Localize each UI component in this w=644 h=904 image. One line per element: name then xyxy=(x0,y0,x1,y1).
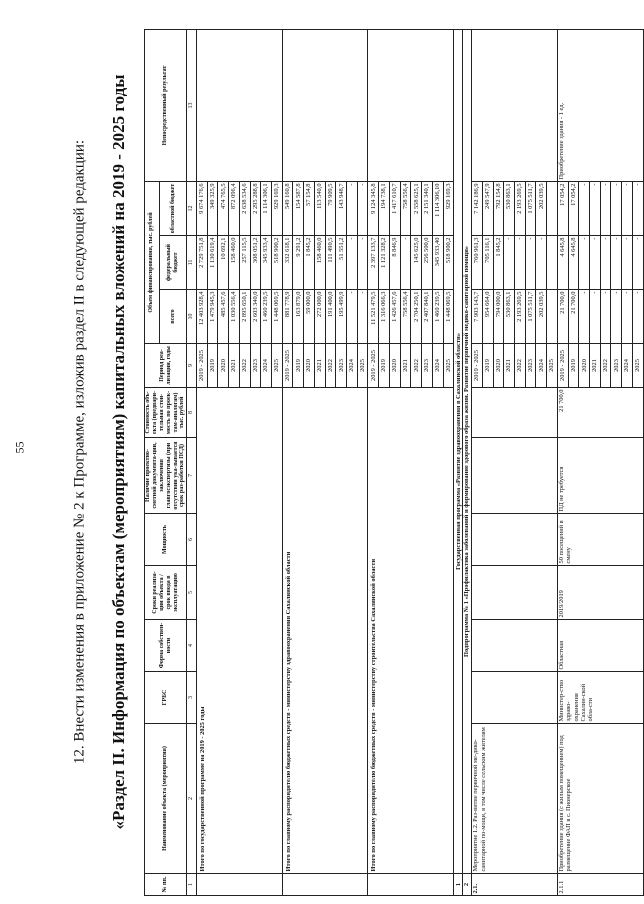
section-title: Итого по государственной программе на 2019 - 2025 годы xyxy=(196,388,282,874)
cell-period: 2025 xyxy=(443,344,454,388)
cell-total: 1 460 239,5 xyxy=(261,290,272,344)
cell-total: - xyxy=(579,290,590,344)
table-row xyxy=(472,29,483,895)
index-cell: 2 xyxy=(187,724,197,874)
cell-federal: 1 845,2 xyxy=(304,236,315,290)
cell-regional: 929 169,3 xyxy=(443,181,454,235)
cell-regional: 9 124 345,8 xyxy=(368,181,379,235)
index-cell: 7 xyxy=(187,438,197,514)
object-name: Приобретение здания (с жилым помещением) под размещение ФАП в с. Пионерское xyxy=(557,724,643,874)
cell-period: 2020 xyxy=(493,344,504,388)
cell-period: 2024 xyxy=(347,344,358,388)
empty-cell xyxy=(472,438,558,514)
index-cell: 9 xyxy=(187,344,197,388)
cell-period: 2023 xyxy=(525,344,536,388)
section-construction-ministry xyxy=(368,29,454,895)
cell-federal: 4 645,8 xyxy=(568,236,579,290)
header-result: Непосредственный результат xyxy=(145,29,187,181)
cell-period: 2022 xyxy=(239,344,250,388)
cell-period: 2022 xyxy=(600,344,611,388)
cell-total: 758 556,4 xyxy=(400,290,411,344)
cell-period: 2021 xyxy=(504,344,515,388)
cell-total: - xyxy=(600,290,611,344)
cell-regional: 792 154,8 xyxy=(493,181,504,235)
index-cell: 11 xyxy=(187,236,197,290)
cell-regional: 202 039,5 xyxy=(536,181,547,235)
cell-total: 163 879,0 xyxy=(293,290,304,344)
cell-total: 1 030 556,4 xyxy=(229,290,240,344)
header-capacity: Мощность xyxy=(145,514,187,566)
cell-total xyxy=(547,290,558,344)
object-docs: ПД не требуется xyxy=(557,438,643,514)
measure-name: Мероприятие 1.2. Раз-витие первичной ме-дико-санитарной по-мощи, в том числе сельским жителям xyxy=(472,724,558,874)
result-cell xyxy=(196,29,282,181)
cell-total: 21 700,0 xyxy=(568,290,579,344)
section-title: Итого по главному распорядителю бюджетных средств - министерству строительства Сахалинской области xyxy=(368,388,454,874)
cell-total: 794 000,0 xyxy=(493,290,504,344)
index-cell: 3 xyxy=(187,672,197,724)
section-health-ministry xyxy=(282,29,368,895)
cell-regional: 154 587,8 xyxy=(293,181,304,235)
cell-regional: 2 295 288,8 xyxy=(250,181,261,235)
cell-federal: 332 618,1 xyxy=(282,236,293,290)
cell-regional: 2 558 625,1 xyxy=(411,181,422,235)
measure-1-2 xyxy=(472,29,558,895)
column-index-row xyxy=(187,29,197,895)
cell-total: 1 448 069,5 xyxy=(272,290,283,344)
cell-regional: 872 096,4 xyxy=(229,181,240,235)
cell-regional: - xyxy=(590,181,601,235)
cell-period: 2025 xyxy=(357,344,368,388)
cell-federal: 2 729 751,8 xyxy=(196,236,207,290)
capital-investments-table xyxy=(144,29,644,896)
cell-federal: - xyxy=(600,236,611,290)
cell-federal: 345 933,40 xyxy=(432,236,443,290)
cell-total: 1 479 945,3 xyxy=(207,290,218,344)
header-name: Наименование объекта (мероприятия) xyxy=(145,724,187,874)
cell-period: 2019 - 2025 xyxy=(472,344,483,388)
cell-total: 272 000,0 xyxy=(314,290,325,344)
cell-period: 2019 xyxy=(293,344,304,388)
cell-period: 2023 xyxy=(422,344,433,388)
object-num: 2.1.1 xyxy=(557,874,643,896)
cell-period: 2019 - 2025 xyxy=(282,344,293,388)
rotated-table-frame xyxy=(144,30,642,896)
cell-federal: 2 397 133,7 xyxy=(368,236,379,290)
section-total xyxy=(196,29,282,895)
table-row xyxy=(368,29,379,895)
cell-period: 2019 xyxy=(568,344,579,388)
cell-regional: 1 417 610,7 xyxy=(389,181,400,235)
cell-period: 2020 xyxy=(304,344,315,388)
measure-num: 2.1. xyxy=(472,874,558,896)
cell-regional: 17 054,2 xyxy=(557,181,568,235)
cell-federal: 1 845,2 xyxy=(493,236,504,290)
object-terms: 2019/2019 xyxy=(557,566,643,620)
cell-regional: 143 948,7 xyxy=(336,181,347,235)
cell-regional: - xyxy=(347,181,358,235)
result-cell xyxy=(282,29,368,181)
cell-total: 1 460 239,5 xyxy=(432,290,443,344)
index-cell: 5 xyxy=(187,566,197,620)
cell-federal xyxy=(547,236,558,290)
header-num: № пп. xyxy=(145,874,187,896)
object-2-1-1 xyxy=(557,29,643,895)
cell-total: 1 075 511,7 xyxy=(525,290,536,344)
cell-period: 2021 xyxy=(229,344,240,388)
empty-cell xyxy=(472,672,558,724)
cell-total: 1 426 457,6 xyxy=(389,290,400,344)
cell-regional: - xyxy=(611,181,622,235)
cell-federal: 4 645,8 xyxy=(557,236,568,290)
cell-federal: - xyxy=(357,236,368,290)
empty-cell xyxy=(196,874,282,896)
object-result: Приобретение здания - 1 ед. xyxy=(557,29,643,181)
cell-regional: - xyxy=(622,181,633,235)
object-ownership: Областная xyxy=(557,620,643,672)
cell-regional: 2 151 340,1 xyxy=(422,181,433,235)
program-title: Государственная программа «Развитие здравоохранения в Сахалинской области» xyxy=(454,29,463,873)
cell-period: 2021 xyxy=(590,344,601,388)
cell-federal: 256 500,0 xyxy=(422,236,433,290)
cell-federal: 158 460,0 xyxy=(229,236,240,290)
cell-regional: - xyxy=(579,181,590,235)
cell-federal: - xyxy=(622,236,633,290)
cell-total: - xyxy=(632,290,643,344)
cell-total: 195 499,9 xyxy=(336,290,347,344)
header-cost: Стоимость объ-екта (предвари-тельная стои-мость по проек-там-аналогам) тыс. рублей xyxy=(145,388,187,438)
cell-federal: 518 900,2 xyxy=(443,236,454,290)
empty-cell xyxy=(472,29,558,181)
cell-regional: 2 638 534,6 xyxy=(239,181,250,235)
cell-period: 2022 xyxy=(411,344,422,388)
section-title: «Раздел II. Информация по объектам (мероприятиям) капитальных вложений на 2019 - 2025 годы xyxy=(109,74,128,830)
cell-federal: 111 490,5 xyxy=(325,236,336,290)
cell-regional: 113 540,0 xyxy=(314,181,325,235)
cell-regional: 929 169,3 xyxy=(272,181,283,235)
cell-total: 191 400,0 xyxy=(325,290,336,344)
cell-period: 2025 xyxy=(547,344,558,388)
cell-regional: - xyxy=(632,181,643,235)
cell-period: 2022 xyxy=(325,344,336,388)
header-grbs: ГРБС xyxy=(145,672,187,724)
index-cell: 1 xyxy=(187,874,197,896)
cell-federal: 257 115,5 xyxy=(239,236,250,290)
cell-federal: 345 933,4 xyxy=(261,236,272,290)
cell-federal: 145 625,0 xyxy=(411,236,422,290)
index-cell: 10 xyxy=(187,290,197,344)
object-cost: 21 700,0 xyxy=(557,388,643,438)
cell-federal: - xyxy=(579,236,590,290)
cell-regional: 474 765,5 xyxy=(218,181,229,235)
cell-total: 12 403 928,4 xyxy=(196,290,207,344)
cell-total: - xyxy=(590,290,601,344)
cell-period: 2020 xyxy=(579,344,590,388)
table-row xyxy=(282,29,293,895)
cell-period: 2024 xyxy=(432,344,443,388)
cell-period: 2019 xyxy=(207,344,218,388)
cell-period: 2019 xyxy=(482,344,493,388)
cell-total: 881 778,9 xyxy=(282,290,293,344)
index-cell: 13 xyxy=(187,29,197,181)
cell-total: 2 704 250,1 xyxy=(411,290,422,344)
cell-period: 2025 xyxy=(272,344,283,388)
cell-total: - xyxy=(357,290,368,344)
cell-total: 1 448 069,5 xyxy=(443,290,454,344)
cell-federal: - xyxy=(632,236,643,290)
cell-period: 2021 xyxy=(314,344,325,388)
cell-federal: 705 116,1 xyxy=(482,236,493,290)
index-cell: 6 xyxy=(187,514,197,566)
cell-regional: 349 325,9 xyxy=(207,181,218,235)
cell-period: 2019 xyxy=(379,344,390,388)
cell-regional: 758 556,4 xyxy=(400,181,411,235)
cell-period: 2024 xyxy=(261,344,272,388)
cell-regional: 17 054,2 xyxy=(568,181,579,235)
cell-regional: 549 160,8 xyxy=(282,181,293,235)
empty-cell xyxy=(368,874,454,896)
cell-total: 21 700,0 xyxy=(557,290,568,344)
cell-total: - xyxy=(611,290,622,344)
table-row xyxy=(557,29,568,895)
header-regional: областной бюджет xyxy=(159,181,187,235)
cell-regional: 57 154,8 xyxy=(304,181,315,235)
cell-federal: - xyxy=(347,236,358,290)
row-num: 2 xyxy=(463,874,472,896)
cell-period: 2019 - 2025 xyxy=(368,344,379,388)
cell-federal: 518 900,2 xyxy=(272,236,283,290)
cell-regional: 1 075 511,7 xyxy=(525,181,536,235)
cell-regional: 249 547,9 xyxy=(482,181,493,235)
result-cell xyxy=(368,29,454,181)
cell-regional: 7 142 186,9 xyxy=(472,181,483,235)
empty-cell xyxy=(472,566,558,620)
header-funding-group: Объем финансирования, тыс. рублей xyxy=(145,181,160,343)
cell-total: 2 895 650,1 xyxy=(239,290,250,344)
cell-total: - xyxy=(622,290,633,344)
cell-federal: 9 291,2 xyxy=(293,236,304,290)
cell-regional: 9 674 176,6 xyxy=(196,181,207,235)
header-period: Период реа-лизации, годы xyxy=(145,344,187,388)
cell-total: 2 407 840,1 xyxy=(422,290,433,344)
cell-federal: - xyxy=(536,236,547,290)
subprogram-title: Подпрограмма № 1 «Профилактика заболеваний и формирование здорового образа жизни. Развитие первичной медико-санитарной помощи» xyxy=(463,29,472,873)
table-row xyxy=(196,29,207,895)
cell-total: 2 193 269,5 xyxy=(515,290,526,344)
cell-federal: 760 961,3 xyxy=(472,236,483,290)
cell-federal: 10 692,1 xyxy=(218,236,229,290)
cell-period: 2020 xyxy=(389,344,400,388)
object-capacity: 50 посещений в смену xyxy=(557,514,643,566)
page-number: 55 xyxy=(12,441,27,454)
cell-period: 2023 xyxy=(250,344,261,388)
empty-cell xyxy=(472,620,558,672)
cell-total: 7 903 143,7 xyxy=(472,290,483,344)
cell-period: 2019 - 2025 xyxy=(196,344,207,388)
cell-period: 2021 xyxy=(400,344,411,388)
cell-total: 202 039,5 xyxy=(536,290,547,344)
cell-total: 2 603 340,0 xyxy=(250,290,261,344)
cell-regional: 79 909,5 xyxy=(325,181,336,235)
cell-federal: 158 460,0 xyxy=(314,236,325,290)
section-title: Итого по главному распорядителю бюджетных средств - министерству здравоохранения Сахалинской области xyxy=(282,388,368,874)
index-cell: 4 xyxy=(187,620,197,672)
index-cell: 8 xyxy=(187,388,197,438)
cell-federal: 308 051,2 xyxy=(250,236,261,290)
header-docs: Наличие проектно-сметной документа-ции, заключения главгосэкспертизы (при отсутствии ука-зывается срок раз-работки ПСД) xyxy=(145,438,187,514)
cell-period: 2022 xyxy=(515,344,526,388)
cell-period: 2023 xyxy=(611,344,622,388)
empty-cell xyxy=(472,514,558,566)
cell-period: 2024 xyxy=(536,344,547,388)
cell-regional: 2 193 269,5 xyxy=(515,181,526,235)
cell-total: - xyxy=(347,290,358,344)
cell-total: 11 521 479,5 xyxy=(368,290,379,344)
cell-total: 954 664,0 xyxy=(482,290,493,344)
subprogram-row xyxy=(463,29,472,895)
header-federal: федеральный бюджет xyxy=(159,236,187,290)
cell-federal: - xyxy=(590,236,601,290)
cell-regional: 1 114 306,1 xyxy=(261,181,272,235)
cell-federal: 51 551,2 xyxy=(336,236,347,290)
cell-total: 530 863,1 xyxy=(504,290,515,344)
index-cell: 12 xyxy=(187,181,197,235)
cell-regional: 194 738,1 xyxy=(379,181,390,235)
cell-total: 59 000,0 xyxy=(304,290,315,344)
cell-federal: 1 121 328,2 xyxy=(379,236,390,290)
cell-regional: 530 863,1 xyxy=(504,181,515,235)
header-ownership: Форма собствен-ности xyxy=(145,620,187,672)
cell-regional: 1 114 306,10 xyxy=(432,181,443,235)
header-terms: Сроки реализа-ции объекта / срок ввода в эксплуатацию xyxy=(145,566,187,620)
amendment-heading: 12. Внести изменения в приложение № 2 к Программе, изложив раздел II в следующей редакции: xyxy=(71,139,88,765)
empty-cell xyxy=(282,874,368,896)
cell-period: 2023 xyxy=(336,344,347,388)
row-num: 1 xyxy=(454,874,463,896)
cell-federal: - xyxy=(611,236,622,290)
cell-federal: 8 846,9 xyxy=(389,236,400,290)
header-total: всего xyxy=(159,290,187,344)
cell-federal: - xyxy=(400,236,411,290)
program-row xyxy=(454,29,463,895)
cell-federal: 1 130 619,4 xyxy=(207,236,218,290)
cell-total: 485 457,6 xyxy=(218,290,229,344)
cell-period: 2019 - 2025 xyxy=(557,344,568,388)
cell-regional: - xyxy=(357,181,368,235)
cell-regional xyxy=(547,181,558,235)
cell-federal: - xyxy=(525,236,536,290)
cell-period: 2020 xyxy=(218,344,229,388)
cell-period: 2025 xyxy=(632,344,643,388)
cell-total: 1 316 066,3 xyxy=(379,290,390,344)
cell-federal: - xyxy=(504,236,515,290)
cell-period: 2024 xyxy=(622,344,633,388)
object-grbs: Министер-ство здраво-охранения Сахалин-ской обла-сти xyxy=(557,672,643,724)
empty-cell xyxy=(472,388,558,438)
cell-federal: - xyxy=(515,236,526,290)
cell-regional: - xyxy=(600,181,611,235)
